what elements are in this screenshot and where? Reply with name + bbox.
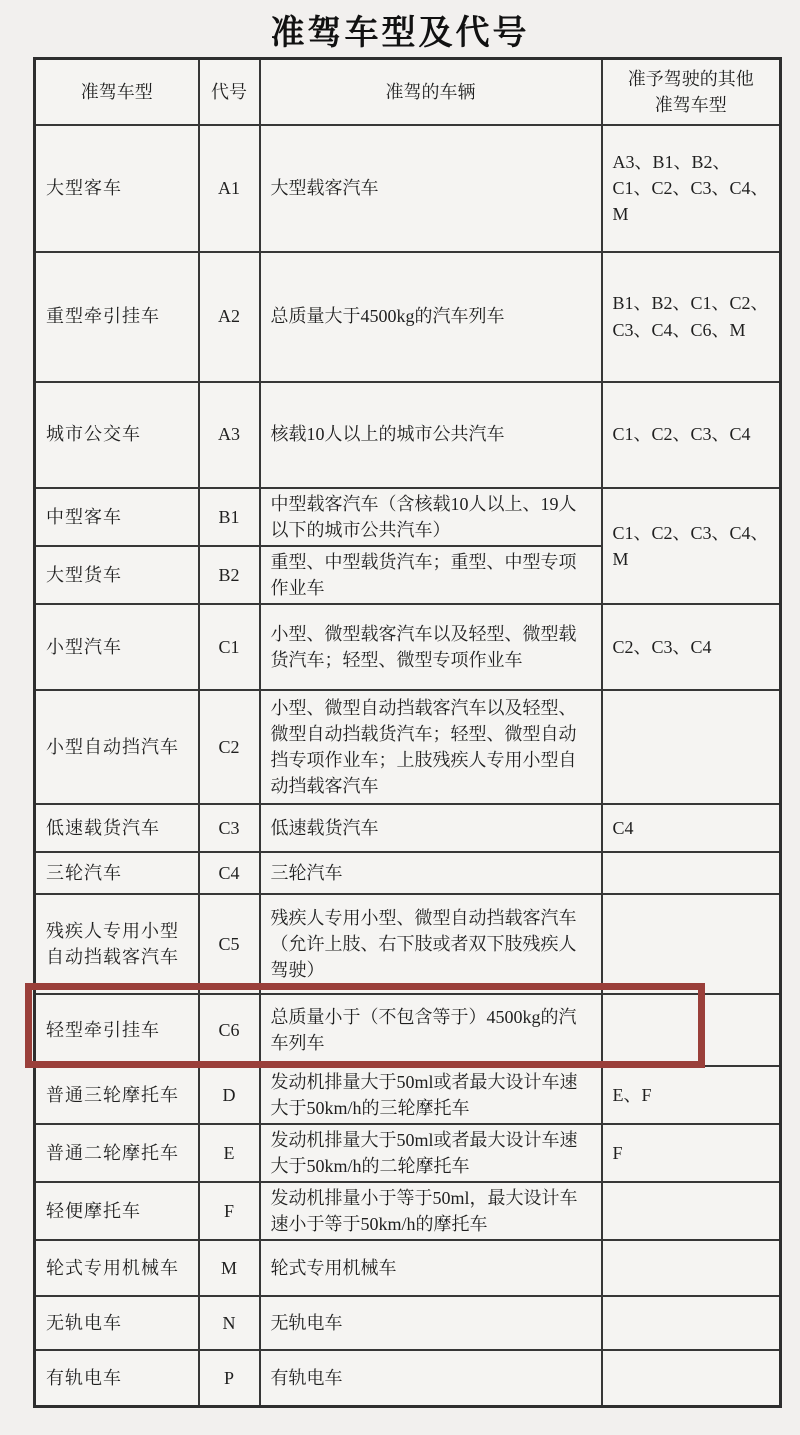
cell-others: A3、B1、B2、C1、C2、C3、C4、M — [602, 125, 781, 252]
cell-others — [602, 1182, 781, 1240]
cell-vehicles: 轮式专用机械车 — [260, 1240, 602, 1296]
cell-vehicles: 发动机排量小于等于50ml，最大设计车速小于等于50km/h的摩托车 — [260, 1182, 602, 1240]
cell-vehicles: 低速载货汽车 — [260, 804, 602, 852]
cell-type: 小型汽车 — [35, 604, 199, 690]
cell-others — [602, 1296, 781, 1350]
table-row-p — [35, 1350, 781, 1406]
cell-vehicles: 大型载客汽车 — [260, 125, 602, 252]
header-row — [35, 59, 781, 125]
table-row-c1 — [35, 604, 781, 690]
header-vehicles: 准驾的车辆 — [260, 59, 602, 125]
cell-type: 重型牵引挂车 — [35, 252, 199, 382]
cell-code: C2 — [199, 690, 260, 804]
cell-type: 轻便摩托车 — [35, 1182, 199, 1240]
cell-others — [602, 1240, 781, 1296]
table-row-n — [35, 1296, 781, 1350]
cell-vehicles: 三轮汽车 — [260, 852, 602, 894]
cell-vehicles: 小型、微型载客汽车以及轻型、微型载货汽车；轻型、微型专项作业车 — [260, 604, 602, 690]
header-others — [602, 59, 781, 125]
table-row-c2 — [35, 690, 781, 804]
license-types-table — [33, 57, 782, 1408]
cell-code: P — [199, 1350, 260, 1406]
cell-type: 无轨电车 — [35, 1296, 199, 1350]
cell-type: 轻型牵引挂车 — [35, 994, 199, 1066]
cell-type: 大型客车 — [35, 125, 199, 252]
table-row-a3 — [35, 382, 781, 488]
cell-type: 残疾人专用小型自动挡载客汽车 — [35, 894, 199, 994]
cell-code: C4 — [199, 852, 260, 894]
table-row-f — [35, 1182, 781, 1240]
cell-type: 低速载货汽车 — [35, 804, 199, 852]
cell-type: 三轮汽车 — [35, 852, 199, 894]
page-title: 准驾车型及代号 — [270, 15, 530, 52]
cell-code: A1 — [199, 125, 260, 252]
table-row-c6-highlighted — [35, 994, 781, 1066]
cell-code: A3 — [199, 382, 260, 488]
cell-others: C4 — [602, 804, 781, 852]
header-type: 准驾车型 — [35, 59, 199, 125]
cell-code: F — [199, 1182, 260, 1240]
table-row-c4 — [35, 852, 781, 894]
cell-type: 小型自动挡汽车 — [35, 690, 199, 804]
table-row-c5 — [35, 894, 781, 994]
cell-code: D — [199, 1066, 260, 1124]
cell-vehicles: 小型、微型自动挡载客汽车以及轻型、微型自动挡载货汽车；轻型、微型自动挡专项作业车；上肢残疾人专用小型自动挡载客汽车 — [260, 690, 602, 804]
table-row-a2 — [35, 252, 781, 382]
cell-type: 大型货车 — [35, 546, 199, 604]
cell-type: 有轨电车 — [35, 1350, 199, 1406]
cell-vehicles: 总质量大于4500kg的汽车列车 — [260, 252, 602, 382]
cell-others: F — [602, 1124, 781, 1182]
cell-others-merged: C1、C2、C3、C4、M — [602, 488, 781, 604]
header-others-line2: 准驾车型 — [654, 94, 727, 115]
cell-others: C1、C2、C3、C4 — [602, 382, 781, 488]
cell-code: E — [199, 1124, 260, 1182]
cell-code: C6 — [199, 994, 260, 1066]
cell-others — [602, 852, 781, 894]
cell-code: A2 — [199, 252, 260, 382]
cell-others: B1、B2、C1、C2、C3、C4、C6、M — [602, 252, 781, 382]
cell-others — [602, 1350, 781, 1406]
cell-vehicles: 重型、中型载货汽车；重型、中型专项作业车 — [260, 546, 602, 604]
table-row-e — [35, 1124, 781, 1182]
cell-others: E、F — [602, 1066, 781, 1124]
cell-vehicles: 残疾人专用小型、微型自动挡载客汽车（允许上肢、右下肢或者双下肢残疾人驾驶） — [260, 894, 602, 994]
cell-vehicles: 无轨电车 — [260, 1296, 602, 1350]
cell-type: 普通二轮摩托车 — [35, 1124, 199, 1182]
cell-vehicles: 发动机排量大于50ml或者最大设计车速大于50km/h的三轮摩托车 — [260, 1066, 602, 1124]
cell-vehicles: 发动机排量大于50ml或者最大设计车速大于50km/h的二轮摩托车 — [260, 1124, 602, 1182]
cell-vehicles: 有轨电车 — [260, 1350, 602, 1406]
header-others-line1: 准予驾驶的其他 — [627, 68, 754, 89]
cell-code: M — [199, 1240, 260, 1296]
cell-type: 轮式专用机械车 — [35, 1240, 199, 1296]
cell-vehicles: 核载10人以上的城市公共汽车 — [260, 382, 602, 488]
cell-code: N — [199, 1296, 260, 1350]
cell-vehicles: 总质量小于（不包含等于）4500kg的汽车列车 — [260, 994, 602, 1066]
table-row-a1 — [35, 125, 781, 252]
cell-type: 普通三轮摩托车 — [35, 1066, 199, 1124]
cell-vehicles: 中型载客汽车（含核载10人以上、19人以下的城市公共汽车） — [260, 488, 602, 546]
cell-code: C5 — [199, 894, 260, 994]
cell-code: B2 — [199, 546, 260, 604]
header-code: 代号 — [199, 59, 260, 125]
cell-code: B1 — [199, 488, 260, 546]
table-row-b1 — [35, 488, 781, 546]
cell-code: C3 — [199, 804, 260, 852]
cell-others — [602, 894, 781, 994]
cell-others — [602, 994, 781, 1066]
table-row-d — [35, 1066, 781, 1124]
cell-others: C2、C3、C4 — [602, 604, 781, 690]
table-row-c3 — [35, 804, 781, 852]
cell-code: C1 — [199, 604, 260, 690]
cell-type: 城市公交车 — [35, 382, 199, 488]
cell-others — [602, 690, 781, 804]
table-row-m — [35, 1240, 781, 1296]
cell-type: 中型客车 — [35, 488, 199, 546]
